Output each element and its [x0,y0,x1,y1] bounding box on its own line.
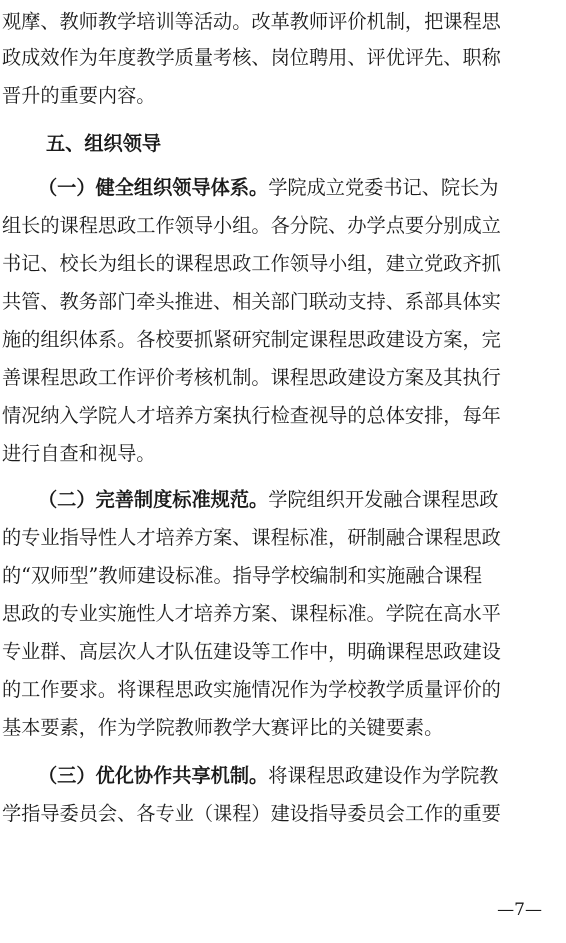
text-line: 善课程思政工作评价考核机制。课程思政建设方案及其执行 [2,366,501,389]
text-line: 的“双师型”教师建设标准。指导学校编制和实施融合课程 [2,564,483,587]
text-line: 晋升的重要内容。 [2,84,156,107]
text-line: 情况纳入学院人才培养方案执行检查视导的总体安排，每年 [2,404,501,427]
text-line: 书记、校长为组长的课程思政工作领导小组，建立党政齐抓 [2,252,501,275]
text-line: 观摩、教师教学培训等活动。改革教师评价机制，把课程思 [2,10,501,33]
subsection-heading: （三）优化协作共享机制。 [38,764,269,787]
text-line: 进行自查和视导。 [2,442,156,465]
subsection-heading: （一）健全组织领导体系。 [38,176,269,199]
text-line [38,758,499,794]
text-line: 共管、教务部门牵头推进、相关部门联动支持、系部具体实 [2,290,501,313]
subsection-heading: （二）完善制度标准规范。 [38,488,269,511]
text-line [38,482,499,518]
text-line: 政成效作为年度教学质量考核、岗位聘用、评优评先、职称 [2,46,501,69]
text-run: 学院成立党委书记、院长为 [268,176,499,199]
text-line: 的专业指导性人才培养方案、课程标准，研制融合课程思政 [2,526,501,549]
text-run: 将课程思政建设作为学院教 [268,764,499,787]
text-line: 思政的专业实施性人才培养方案、课程标准。学院在高水平 [2,602,501,625]
text-line: 组长的课程思政工作领导小组。各分院、办学点要分别成立 [2,214,501,237]
text-line: 的工作要求。将课程思政实施情况作为学校教学质量评价的 [2,678,501,701]
text-line: 学指导委员会、各专业（课程）建设指导委员会工作的重要 [2,802,501,825]
text-line: 施的组织体系。各校要抓紧研究制定课程思政建设方案，完 [2,328,501,351]
text-line [38,170,499,206]
page-number: —7— [497,900,542,920]
text-line: 基本要素，作为学院教师教学大赛评比的关键要素。 [2,716,444,739]
section-heading: 五、组织领导 [46,132,162,155]
text-line: 专业群、高层次人才队伍建设等工作中，明确课程思政建设 [2,640,501,663]
text-run: 学院组织开发融合课程思政 [268,488,499,511]
